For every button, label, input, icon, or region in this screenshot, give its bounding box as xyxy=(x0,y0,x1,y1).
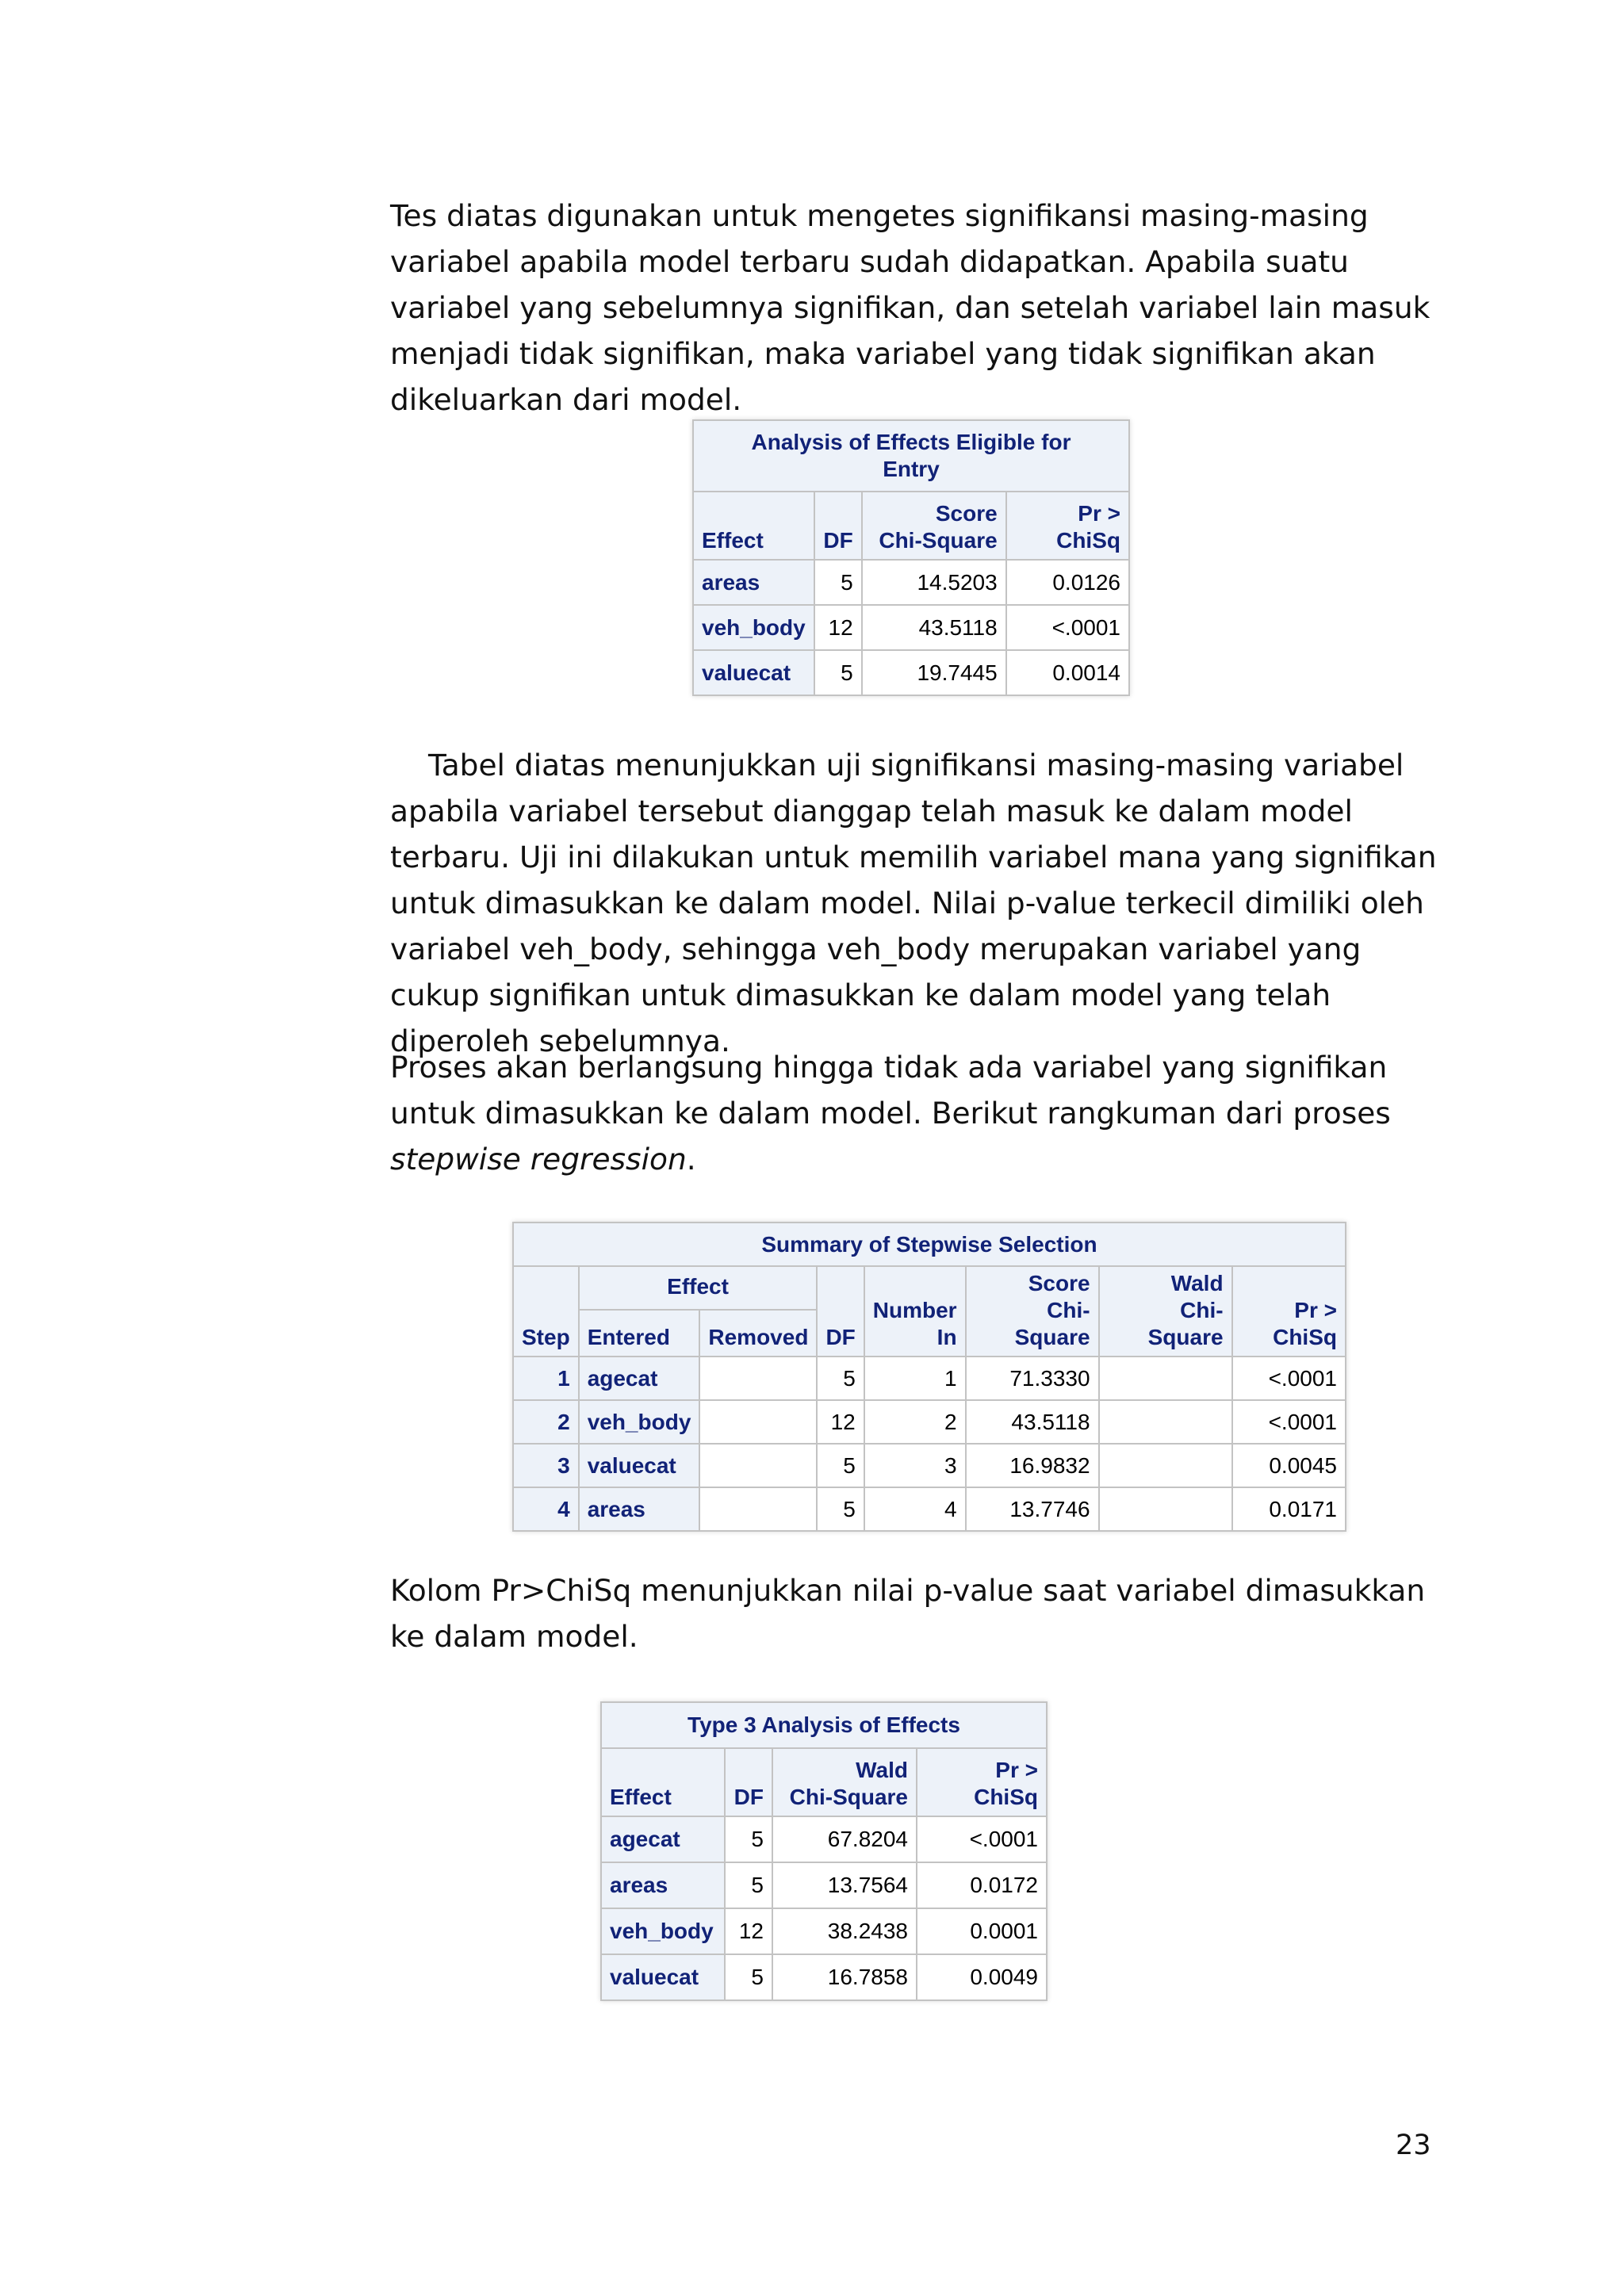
header-pr-chisq: Pr > ChiSq xyxy=(1006,492,1129,560)
header-effect: Effect xyxy=(601,1748,725,1816)
table-row: veh_body 12 38.2438 0.0001 xyxy=(601,1908,1047,1954)
header-wald-chisq: Wald Chi-Square xyxy=(772,1748,917,1816)
table-row: agecat 5 67.8204 <.0001 xyxy=(601,1816,1047,1862)
paragraph-2: Tabel diatas menunjukkan uji signifikansi masing-masing variabel apabila variabel tersebut dianggap telah masuk ke dalam model terbaru. Uji ini dilakukan untuk memilih variabel mana yang signifikan untuk dimasukkan ke dalam model. Nilai p-value terkecil dimiliki oleh variabel veh_body, sehingga veh_body merupakan variabel yang cukup signifikan untuk dimasukkan ke dalam model yang telah diperoleh sebelumnya. xyxy=(390,748,1437,1058)
table-row: 3 valuecat 5 3 16.9832 0.0045 xyxy=(513,1444,1346,1487)
header-pr-chisq: Pr > ChiSq xyxy=(1232,1266,1346,1357)
table-row: 1 agecat 5 1 71.3330 <.0001 xyxy=(513,1357,1346,1400)
header-df: DF xyxy=(817,1266,864,1357)
table-row: valuecat 5 16.7858 0.0049 xyxy=(601,1954,1047,2000)
type3-effects-table xyxy=(600,1701,1048,2001)
stepwise-summary-table xyxy=(512,1222,1346,1532)
paragraph-3: Proses akan berlangsung hingga tidak ada variabel yang signifikan untuk dimasukkan ke dalam model. Berikut rangkuman dari proses stepwise regression. xyxy=(390,1050,1391,1177)
table-row: areas 5 14.5203 0.0126 xyxy=(693,560,1129,605)
header-df: DF xyxy=(814,492,862,560)
table-row: veh_body 12 43.5118 <.0001 xyxy=(693,605,1129,650)
table-row: 4 areas 5 4 13.7746 0.0171 xyxy=(513,1487,1346,1531)
header-entered: Entered xyxy=(579,1310,700,1357)
table-title: Type 3 Analysis of Effects xyxy=(601,1702,1047,1748)
table-row: 2 veh_body 12 2 43.5118 <.0001 xyxy=(513,1400,1346,1444)
header-score-chisq: Score Chi-Square xyxy=(862,492,1006,560)
table-row: areas 5 13.7564 0.0172 xyxy=(601,1862,1047,1908)
effects-eligible-table xyxy=(692,419,1130,696)
table-title: Analysis of Effects Eligible for Entry xyxy=(693,420,1129,492)
paragraph-1: Tes diatas digunakan untuk mengetes signifikansi masing-masing variabel apabila model terbaru sudah didapatkan. Apabila suatu variabel yang sebelumnya signifikan, dan setelah variabel lain masuk menjadi tidak signifikan, maka variabel yang tidak signifikan akan dikeluarkan dari model. xyxy=(390,198,1431,417)
table-title: Summary of Stepwise Selection xyxy=(513,1223,1346,1266)
header-df: DF xyxy=(725,1748,772,1816)
header-step: Step xyxy=(513,1266,579,1357)
table-row: valuecat 5 19.7445 0.0014 xyxy=(693,650,1129,695)
page-number: 23 xyxy=(1396,2130,1431,2161)
header-pr-chisq: Pr > ChiSq xyxy=(917,1748,1047,1816)
header-wald-chisq: Wald Chi-Square xyxy=(1099,1266,1232,1357)
header-removed: Removed xyxy=(699,1310,817,1357)
paragraph-4: Kolom Pr>ChiSq menunjukkan nilai p-value saat variabel dimasukkan ke dalam model. xyxy=(390,1573,1426,1654)
header-number-in: Number In xyxy=(864,1266,966,1357)
header-score-chisq: Score Chi-Square xyxy=(966,1266,1099,1357)
header-effect: Effect xyxy=(693,492,814,560)
header-effect-group: Effect xyxy=(579,1266,818,1310)
